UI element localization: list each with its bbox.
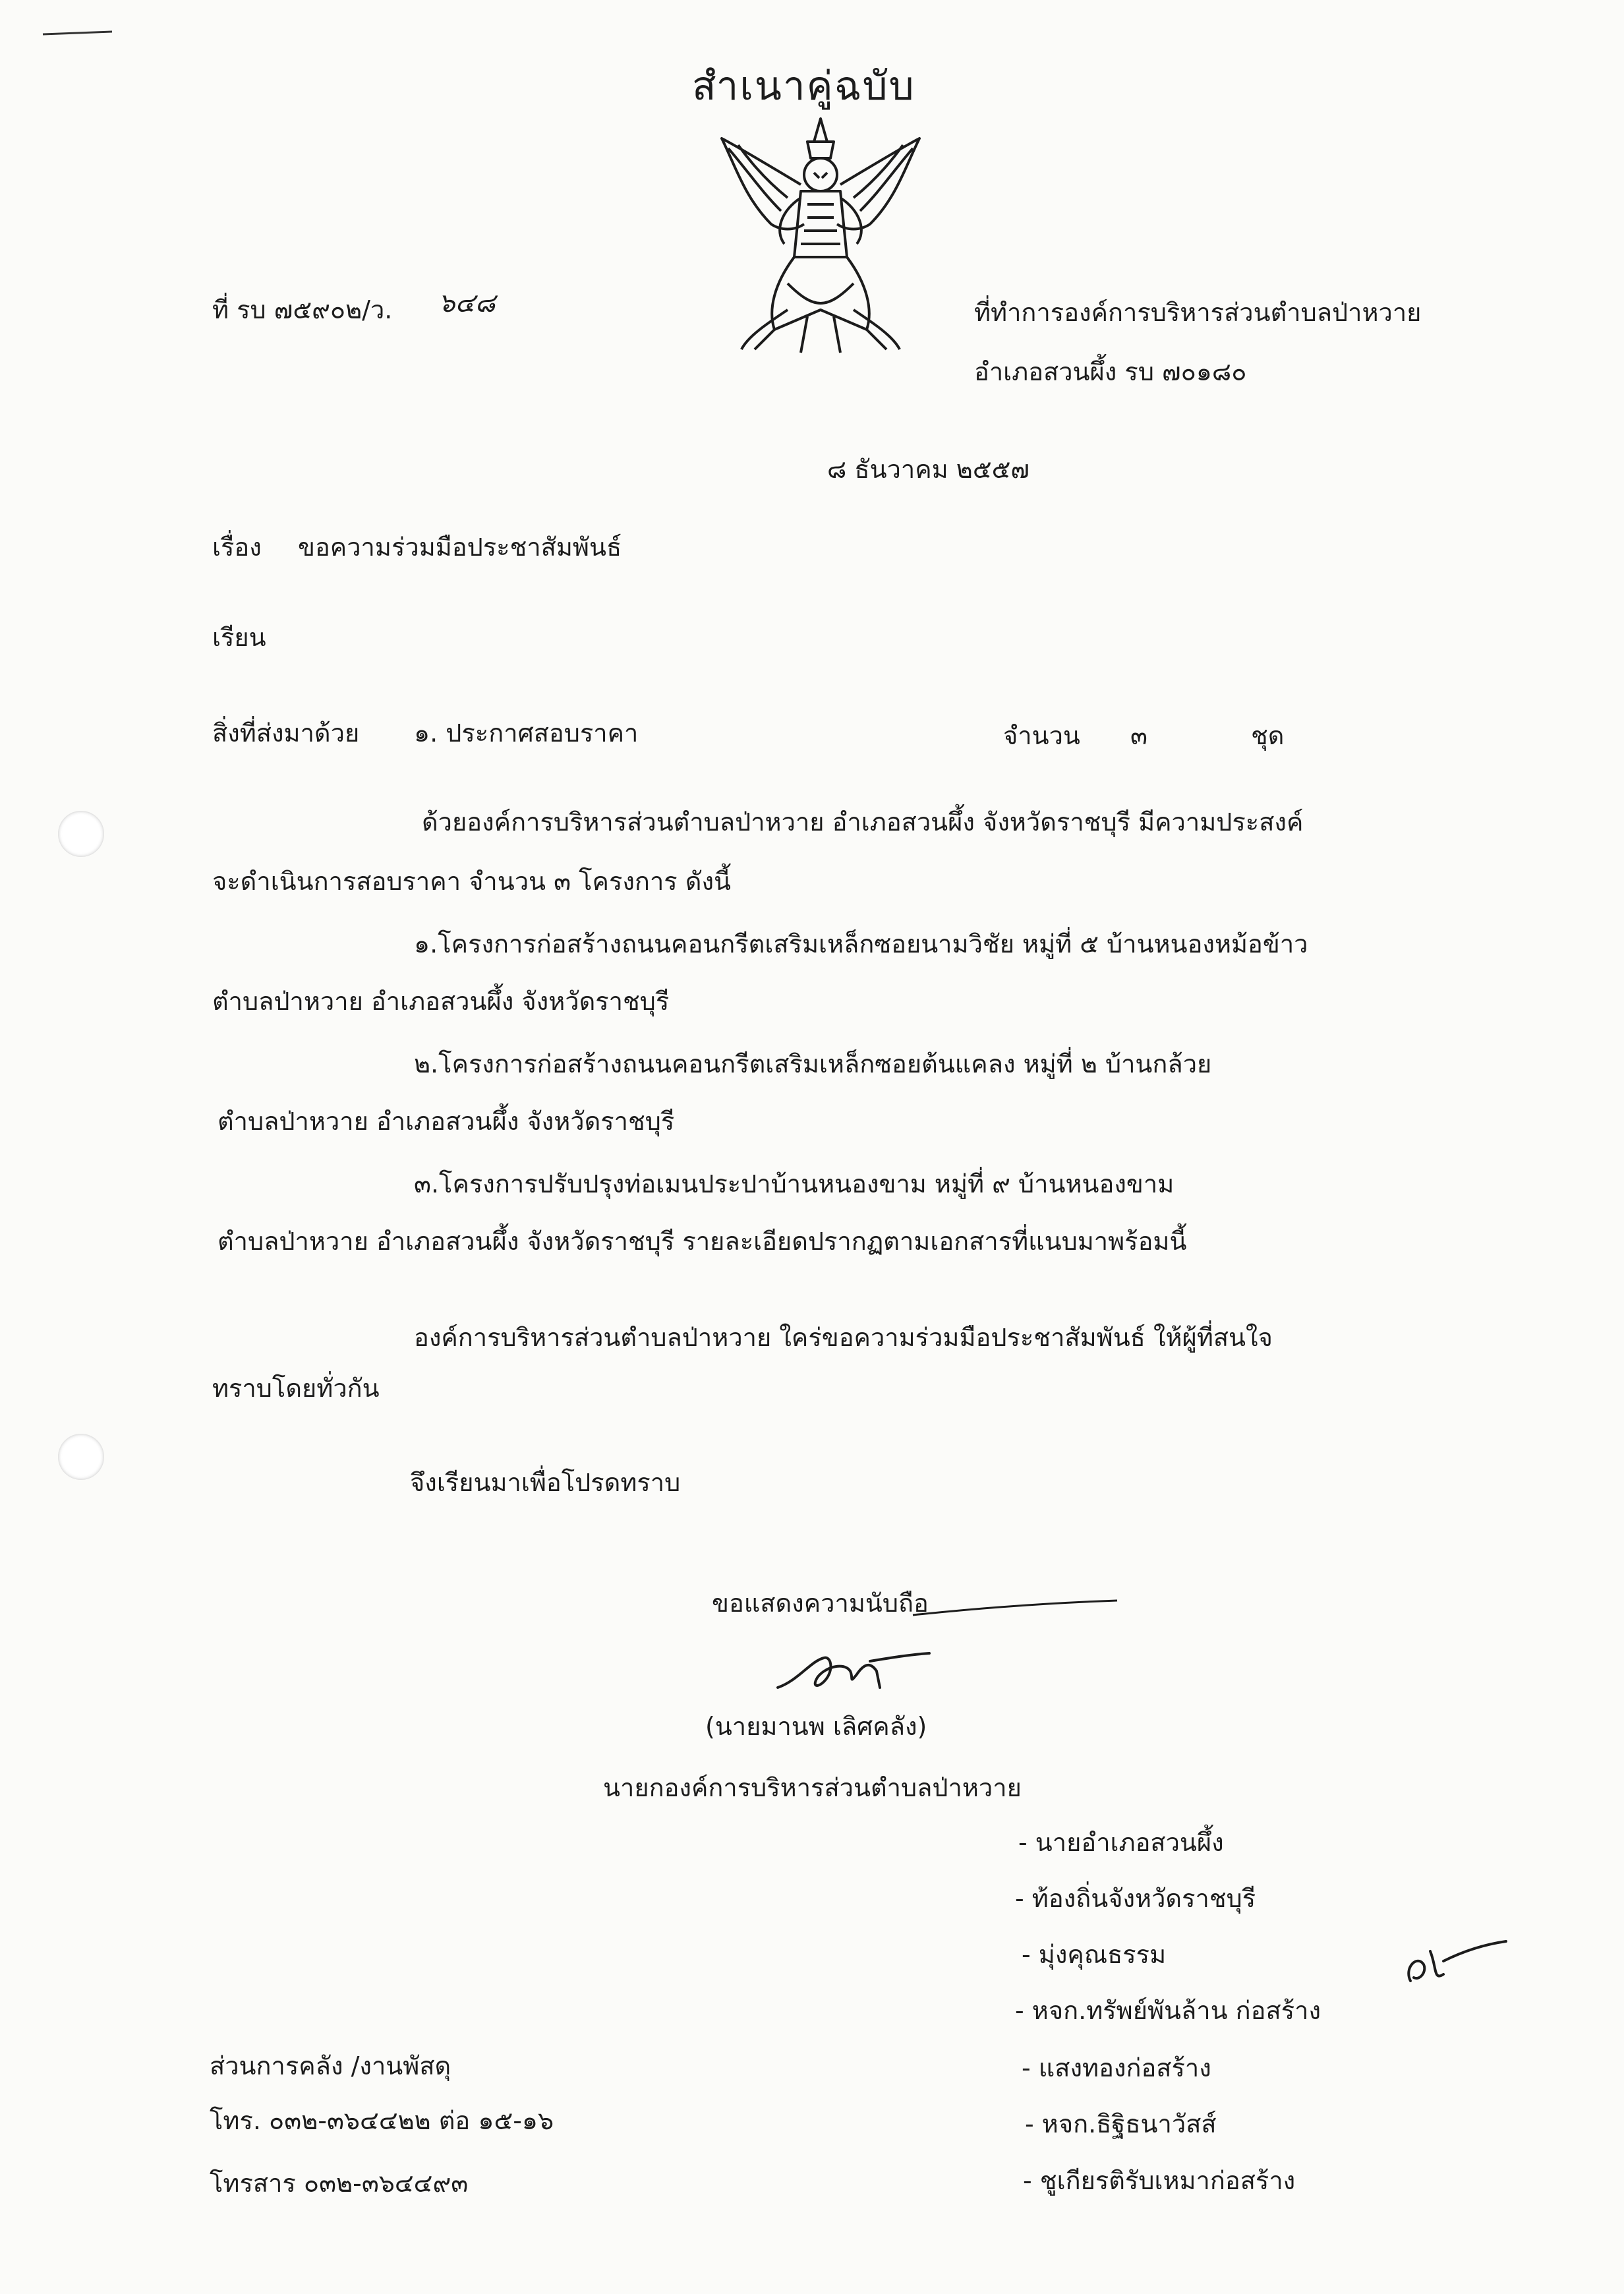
handwritten-initial [1397,1928,1516,1994]
distribution-item: - ท้องถิ่นจังหวัดราชบุรี [1015,1884,1256,1913]
distribution-item: - ชูเกียรติรับเหมาก่อสร้าง [1023,2166,1296,2195]
distribution-item: - หจก.ธิฐิธนาวัสส์ [1025,2109,1217,2138]
enclosure-unit: ชุด [1251,721,1285,750]
salutation-label: เรียน [212,623,266,652]
footer-department: ส่วนการคลัง /งานพัสดุ [210,2051,451,2080]
footer-telephone: โทร. ๐๓๒-๓๖๔๔๒๒ ต่อ ๑๕-๑๖ [210,2106,554,2135]
binder-hole-top [58,811,104,857]
body-paragraph2-line2: ทราบโดยทั่วกัน [212,1374,380,1403]
distribution-item: - แสงทองก่อสร้าง [1022,2053,1211,2082]
project-item-2-line2: ตำบลป่าหวาย อำเภอสวนผึ้ง จังหวัดราชบุรี [218,1107,675,1136]
project-item-2-line1: ๒.โครงการก่อสร้างถนนคอนกรีตเสริมเหล็กซอยต้นแคลง หมู่ที่ ๒ บ้านกล้วย [414,1049,1212,1078]
subject-text: ขอความร่วมมือประชาสัมพันธ์ [298,533,622,562]
body-paragraph1-line1: ด้วยองค์การบริหารส่วนตำบลป่าหวาย อำเภอสวนผึ้ง จังหวัดราชบุรี มีความประสงค์ [422,808,1304,837]
enclosure-qty: ๓ [1130,721,1147,750]
copy-stamp: สำเนาคู่ฉบับ [692,63,915,109]
document-number: ที่ รบ ๗๕๙๐๒/ว. [212,295,393,324]
letter-date: ๘ ธันวาคม ๒๕๕๗ [827,455,1030,484]
enclosure-qty-label: จำนวน [1003,721,1080,750]
handwritten-signature [771,1641,942,1701]
project-item-1-line2: ตำบลป่าหวาย อำเภอสวนผึ้ง จังหวัดราชบุรี [212,987,670,1016]
garuda-emblem [709,112,933,356]
enclosure-label: สิ่งที่ส่งมาด้วย [212,719,360,748]
binder-hole-bottom [58,1434,104,1480]
project-item-3-line2: ตำบลป่าหวาย อำเภอสวนผึ้ง จังหวัดราชบุรี รายละเอียดปรากฏตามเอกสารที่แนบมาพร้อมนี้ [218,1227,1187,1256]
project-item-3-line1: ๓.โครงการปรับปรุงท่อเมนประปาบ้านหนองขาม หมู่ที่ ๙ บ้านหนองขาม [414,1169,1174,1198]
enclosure-item: ๑. ประกาศสอบราคา [414,719,639,748]
signatory-name: (นายมานพ เลิศคลัง) [705,1712,927,1741]
signatory-position: นายกองค์การบริหารส่วนตำบลป่าหวาย [603,1773,1022,1802]
subject-label: เรื่อง [212,533,262,562]
office-address-line1: ที่ทำการองค์การบริหารส่วนตำบลป่าหวาย [974,298,1422,327]
document-number-handwritten: ๖๔๘ [438,288,496,318]
scan-mark [40,26,119,40]
office-address-line2: อำเภอสวนผึ้ง รบ ๗๐๑๘๐ [974,357,1247,386]
distribution-item: - หจก.ทรัพย์พันล้าน ก่อสร้าง [1015,1996,1321,2025]
closing-request: จึงเรียนมาเพื่อโปรดทราบ [410,1468,681,1497]
footer-fax: โทรสาร ๐๓๒-๓๖๔๔๙๓ [210,2169,469,2198]
signature-line [910,1595,1120,1622]
body-paragraph1-line2: จะดำเนินการสอบราคา จำนวน ๓ โครงการ ดังนี้ [212,867,731,896]
distribution-item: - นายอำเภอสวนผึ้ง [1018,1828,1224,1857]
distribution-item: - มุ่งคุณธรรม [1022,1940,1167,1969]
project-item-1-line1: ๑.โครงการก่อสร้างถนนคอนกรีตเสริมเหล็กซอยนามวิชัย หมู่ที่ ๕ บ้านหนองหม้อข้าว [414,929,1308,958]
body-paragraph2-line1: องค์การบริหารส่วนตำบลป่าหวาย ใคร่ขอความร่วมมือประชาสัมพันธ์ ให้ผู้ที่สนใจ [414,1323,1273,1352]
signature-closing: ขอแสดงความนับถือ [712,1589,929,1618]
